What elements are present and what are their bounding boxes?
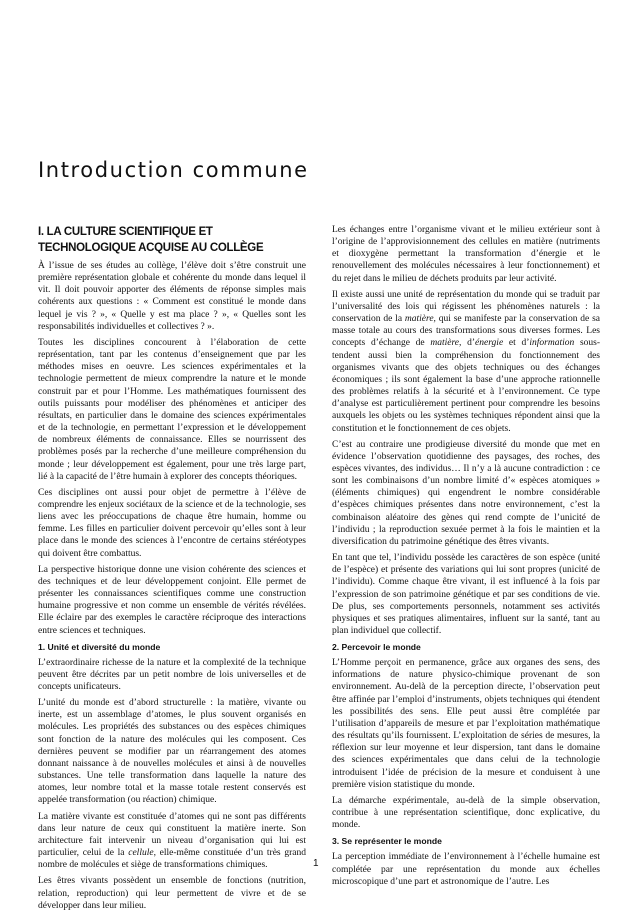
left-column xyxy=(38,224,306,916)
section-heading: I. LA CULTURE SCIENTIFIQUE ET TECHNOLOGIQUE ACQUISE AU COLLÈGE xyxy=(38,226,264,254)
right-column xyxy=(332,224,600,892)
page-number: 1 xyxy=(313,858,319,869)
subsection-heading: 1. Unité et diversité du monde xyxy=(38,641,161,652)
paragraph: C’est au contraire une prodigieuse diversité du monde que met en évidence l’observation quotidienne des paysages, des roches, des espèces vivantes, des individus… Il n’y a là aucune contradiction : ce sont les combinaisons d’un nombre limité d’« espèces atomiques » (éléments chimiques) qui engendrent le nombre considérable d’espèces chimiques présentes dans notre environnement, c’est la combinaison aléatoire des gènes qui rend compte de l’unicité de l’individu ; la reproduction sexuée permet à la fois le maintien et la diversification du patrimoine génétique des êtres vivants. xyxy=(332,439,600,547)
paragraph: Les échanges entre l’organisme vivant et le milieu extérieur sont à l’origine de l’approvisionnement des cellules en matière (nutriments et dioxygène permettant la transformation d’énergie et le renouvellement des molécules nécessaires à leur fonctionnement) et du rejet dans le milieu de déchets produits par leur activité. xyxy=(332,225,600,284)
paragraph: À l’issue de ses études au collège, l’élève doit s’être construit une première représentation globale et cohérente du monde dans lequel il vit. Il doit pouvoir apporter des éléments de réponse simples mais cohérents aux questions : « Comment est constitué le monde dans lequel je vis ? », « Quelle y est ma place ? », « Quelles sont les responsabilités individuelles et collectives ? ». xyxy=(38,261,306,332)
paragraph: La perception immédiate de l’environnement à l’échelle humaine est complétée par une représentation du monde aux échelles microscopique d’une part et astronomique de l’autre. Les xyxy=(332,852,600,887)
subsection-heading: 3. Se représenter le monde xyxy=(332,836,442,847)
page-title: Introduction commune xyxy=(38,158,309,182)
paragraph: Toutes les disciplines concourent à l’élaboration de cette représentation, tant par les contenus d’enseignement que par les méthodes mises en oeuvre. Les sciences expérimentales et la technologie permettent de mieux comprendre la nature et le monde construit par et pour l’Homme. Les mathématiques fournissent des outils puissants pour modéliser des phénomènes et anticiper des résultats, en particulier dans le domaine des sciences expérimentales et de la technologie, en permettant l’expression et le développement de nombreux éléments de connaissance. Elles se nourrissent des problèmes posés par la recherche d’une meilleure compréhension du monde ; leur développement est également, pour une très large part, lié à la capacité de l’être humain à explorer des concepts théoriques. xyxy=(38,337,306,482)
paragraph: La perspective historique donne une vision cohérente des sciences et des techniques et de leur développement conjoint. Elle permet de présenter les connaissances scientifiques comme une construction humaine progressive et non comme un ensemble de vérités révélées. Elle éclaire par des exemples le caractère réciproque des interactions entre sciences et techniques. xyxy=(38,564,306,636)
paragraph: Ces disciplines ont aussi pour objet de permettre à l’élève de comprendre les enjeux sociétaux de la science et de la technologie, ses liens avec les préoccupations de chaque être humain, homme ou femme. Les filles en particulier doivent percevoir qu’elles sont à leur place dans le monde des sciences à l’encontre de certains stéréotypes qui doivent être combattus. xyxy=(38,487,306,559)
paragraph: La démarche expérimentale, au-delà de la simple observation, contribue à une représentation scientifique, donc explicative, du monde. xyxy=(332,795,600,831)
paragraph: En tant que tel, l’individu possède les caractères de son espèce (unité de l’espèce) et présente des variations qui lui sont propres (unicité de l’individu). Comme chaque être vivant, il est influencé à la fois par l’expression de son patrimoine génétique et par ses conditions de vie. De plus, ses comportements personnels, notamment ses activités physiques et ses pratiques alimentaires, influent sur la santé, tant au plan individuel que collectif. xyxy=(332,553,600,636)
paragraph: L’extraordinaire richesse de la nature et la complexité de la technique peuvent être décrites par un petit nombre de lois universelles et de concepts unificateurs. xyxy=(38,657,306,692)
paragraph: Les êtres vivants possèdent un ensemble de fonctions (nutrition, relation, reproduction) qui leur permettent de vivre et de se développer dans leur milieu. xyxy=(38,876,306,911)
paragraph: L’Homme perçoit en permanence, grâce aux organes des sens, des informations de nature physico-chimique provenant de son environnement. Au-delà de la perception directe, l’observation peut être affinée par l’emploi d’instruments, objets techniques qui étendent les possibilités des sens. Elle peut aussi être complétée par l’utilisation d’appareils de mesure et par l’exploitation mathématique des résultats qu’ils fournissent. L’exploitation de séries de mesures, la réflexion sur leur moyenne et leur dispersion, tant dans le domaine des sciences expérimentales que dans celui de la technologie introduisent l’idée de précision de la mesure et conduisent à une première vision statistique du monde. xyxy=(332,658,600,790)
paragraph: L’unité du monde est d’abord structurelle : la matière, vivante ou inerte, est un assemblage d’atomes, le plus souvent organisés en molécules. Les propriétés des substances ou des espèces chimiques sont fonction de la nature des molécules qui les composent. Ces dernières peuvent se modifier par un réarrangement des atomes donnant naissance à de nouvelles molécules et ainsi à de nouvelles substances. Une telle transformation dans laquelle la nature des atomes, leur nombre total et la masse totale restent conservés est appelée transformation (ou réaction) chimique. xyxy=(38,698,306,806)
paragraph: Il existe aussi une unité de représentation du monde qui se traduit par l’universalité des lois qui régissent les phénomènes naturels : la conservation de la matière, qui se manifeste par la conservation de sa masse totale au cours des transformations sous diverses formes. Les concepts d’échange de matière, d’énergie et d’information sous-tendent aussi bien la compréhension du fonctionnement des organismes vivants que des objets techniques ou des échanges économiques ; ils sont également la base d’une approche rationnelle des problèmes relatifs à la sécurité et à l’environnement. Ce type d’analyse est particulièrement pertinent pour comprendre les besoins auxquels les objets ou les systèmes techniques répondent ainsi que la constitution et le fonctionnement de ces objets. xyxy=(332,289,600,434)
subsection-heading: 2. Percevoir le monde xyxy=(332,642,421,653)
paragraph: La matière vivante est constituée d’atomes qui ne sont pas différents dans leur nature de ceux qui constituent la matière inerte. Son architecture fait intervenir un niveau d’organisation qui lui est particulier, celui de la cellule, elle-même constituée d’un très grand nombre de molécules et siège de transformations chimiques. xyxy=(38,811,306,871)
